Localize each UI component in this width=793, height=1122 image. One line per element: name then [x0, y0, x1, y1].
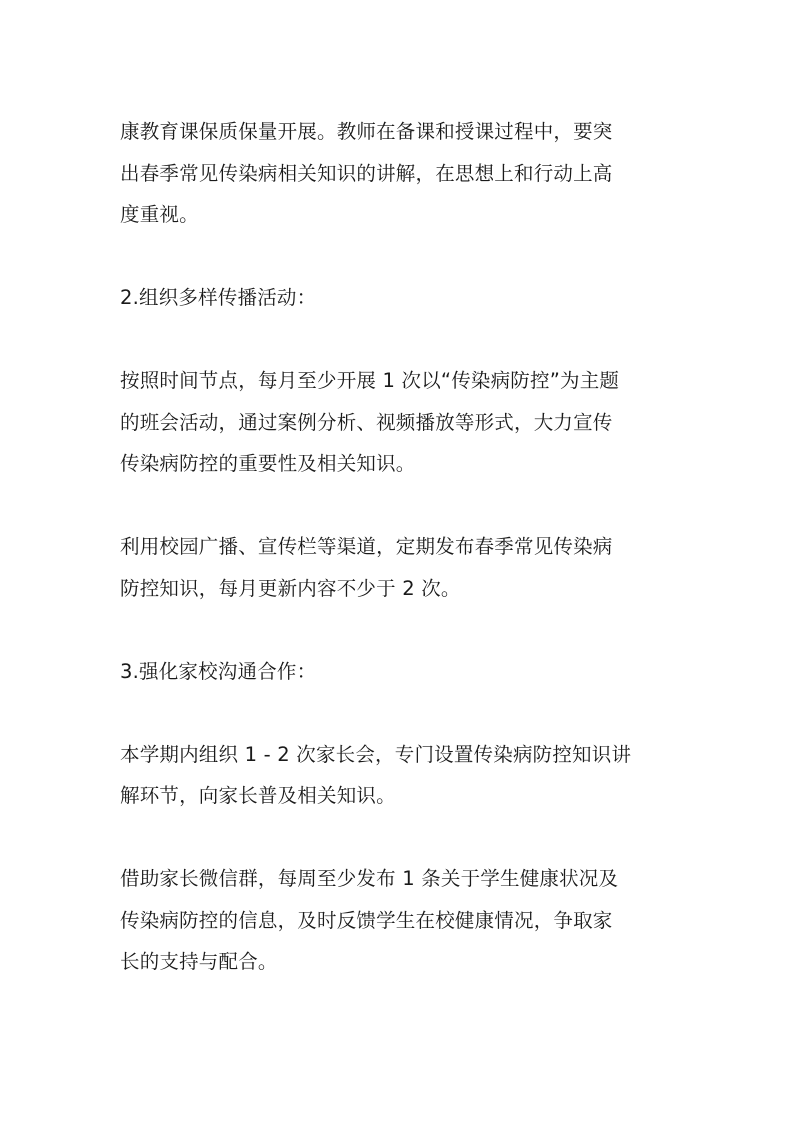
- document-body: [120, 111, 680, 983]
- paragraph-health-class: [120, 111, 680, 236]
- paragraph-spacer: [120, 485, 680, 527]
- section-heading-activities: [120, 277, 680, 319]
- text-line: 康教育课保质保量开展。教师在备课和授课过程中，要突: [120, 120, 613, 143]
- paragraph-spacer: [120, 319, 680, 361]
- paragraph-broadcast: [120, 526, 680, 609]
- paragraph-wechat-group: [120, 858, 680, 983]
- text-line: 按照时间节点，每月至少开展 1 次以“传染病防控”为主题: [120, 369, 620, 392]
- text-line: 解环节，向家长普及相关知识。: [120, 784, 396, 807]
- paragraph-spacer: [120, 609, 680, 651]
- text-line: 传染病防控的重要性及相关知识。: [120, 452, 416, 475]
- paragraph-spacer: [120, 692, 680, 734]
- paragraph-spacer: [120, 236, 680, 278]
- text-line: 借助家长微信群，每周至少发布 1 条关于学生健康状况及: [120, 867, 619, 890]
- text-line: 的班会活动，通过案例分析、视频播放等形式，大力宣传: [120, 410, 613, 434]
- text-line: 出春季常见传染病相关知识的讲解，在思想上和行动上高: [120, 161, 613, 185]
- paragraph-spacer: [120, 817, 680, 859]
- section-heading-home-school: [120, 651, 680, 693]
- paragraph-parent-meeting: [120, 734, 680, 817]
- text-line: 防控知识，每月更新内容不少于 2 次。: [120, 576, 461, 600]
- text-line: 2.组织多样传播活动：: [120, 286, 317, 309]
- text-line: 利用校园广播、宣传栏等渠道，定期发布春季常见传染病: [120, 535, 613, 558]
- text-line: 本学期内组织 1 - 2 次家长会，专门设置传染病防控知识讲: [120, 742, 632, 766]
- paragraph-class-meeting: [120, 360, 680, 485]
- text-line: 3.强化家校沟通合作：: [120, 659, 317, 683]
- text-line: 度重视。: [120, 203, 199, 226]
- text-line: 长的支持与配合。: [120, 950, 278, 973]
- text-line: 传染病防控的信息，及时反馈学生在校健康情况，争取家: [120, 908, 613, 932]
